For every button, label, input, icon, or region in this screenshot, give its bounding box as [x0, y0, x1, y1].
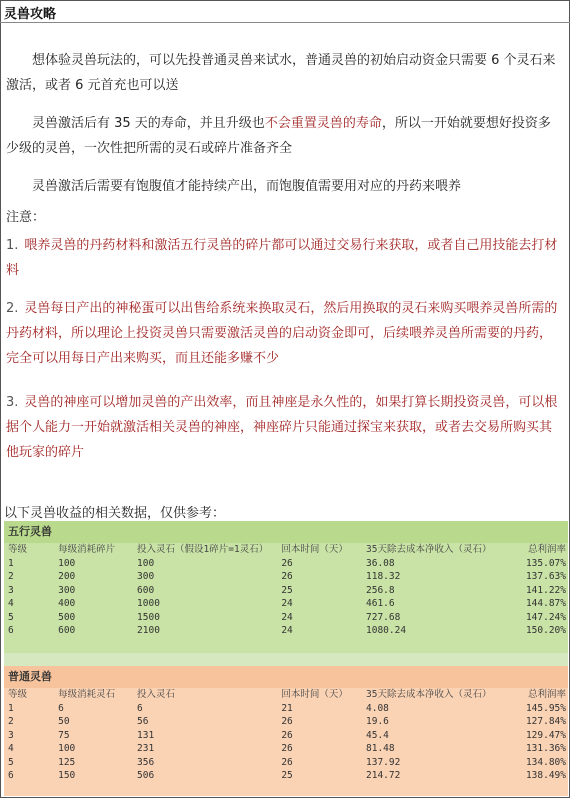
putong-table-title: 普通灵兽 [4, 666, 568, 688]
table-cell: 5 [8, 756, 14, 768]
table-cell: 231 [137, 743, 155, 754]
table-cell: 25 [281, 770, 293, 781]
table-header-row [4, 543, 568, 557]
header-cell: 等级 [8, 544, 28, 555]
table-cell: 4.08 [366, 702, 389, 714]
page-title: 灵兽攻略 [4, 7, 57, 22]
table-cell: 134.80% [525, 756, 566, 768]
note-item-2 [6, 296, 562, 371]
table-cell: 24 [281, 625, 293, 636]
table-cell: 356 [137, 756, 155, 768]
table-cell: 24 [281, 611, 293, 623]
table-row [4, 597, 568, 611]
table-cell: 147.24% [525, 611, 566, 623]
table-cell: 1500 [137, 611, 160, 623]
table-row [4, 756, 568, 770]
table-cell: 26 [281, 571, 293, 582]
note-text: 喂养灵兽的丹药材料和激活五行灵兽的碎片都可以通过交易行来获取，或者自己用技能去打材料 [6, 238, 558, 278]
table-intro: 以下灵兽收益的相关数据，仅供参考： [4, 506, 226, 521]
title-divider [0, 22, 570, 23]
table-cell: 1000 [137, 598, 160, 609]
note-text: 灵兽的神座可以增加灵兽的产出效率，而且神座是永久性的，如果打算长期投资灵兽，可以根据个人能力一开始就激活相关灵兽的神座，神座碎片只能通过探宝来获取，或者去交易所购买其他玩家的碎片 [6, 395, 558, 460]
table-cell: 727.68 [366, 611, 401, 623]
intro-paragraph-2 [6, 111, 562, 161]
intro-paragraph-1: 想体验灵兽玩法的，可以先投普通灵兽来试水，普通灵兽的初始启动资金只需要 6 个灵石来激活，或者 6 元首充也可以送 [6, 53, 556, 93]
table-cell: 24 [281, 598, 293, 609]
table-row [4, 624, 568, 638]
table-cell: 600 [137, 584, 155, 596]
table-cell: 2 [8, 716, 14, 727]
table-cell: 26 [281, 756, 293, 768]
header-cell: 35天除去成本净收入（灵石） [366, 544, 492, 555]
table-cell: 6 [58, 702, 64, 714]
wuxing-table-title: 五行灵兽 [4, 521, 568, 543]
table-cell: 3 [8, 584, 14, 596]
table-row [4, 557, 568, 571]
table-cell: 36.08 [366, 557, 395, 569]
table-cell: 150.20% [525, 625, 566, 636]
table-cell: 5 [8, 611, 14, 623]
table-cell: 125 [58, 756, 76, 768]
table-cell: 25 [281, 584, 293, 596]
table-cell: 2100 [137, 625, 160, 636]
table-cell: 600 [58, 625, 76, 636]
table-cell: 137.63% [525, 571, 566, 582]
table-cell: 100 [58, 743, 76, 754]
header-cell: 总利润率 [527, 689, 566, 700]
table-cell: 300 [58, 584, 76, 596]
notes-title: 注意： [6, 210, 46, 225]
header-cell: 每级消耗碎片 [58, 544, 116, 555]
header-cell: 35天除去成本净收入（灵石） [366, 689, 492, 700]
putong-table [4, 666, 568, 796]
header-cell: 回本时间（天） [281, 689, 348, 700]
wuxing-rows [4, 557, 568, 638]
wuxing-table [4, 521, 568, 653]
header-cell: 投入灵石（假设1碎片=1灵石） [137, 544, 269, 555]
table-cell: 3 [8, 729, 14, 741]
table-cell: 26 [281, 729, 293, 741]
table-cell: 4 [8, 743, 14, 754]
note-item-3 [6, 390, 562, 465]
table-cell: 135.07% [525, 557, 566, 569]
note-number: 2. [6, 301, 19, 316]
table-cell: 131.36% [525, 743, 566, 754]
table-row [4, 715, 568, 729]
table-cell: 137.92 [366, 756, 401, 768]
table-gap [4, 653, 568, 666]
note-number: 3. [6, 395, 19, 410]
table-cell: 200 [58, 571, 76, 582]
table-cell: 138.49% [525, 770, 566, 781]
header-cell: 每级消耗灵石 [58, 689, 116, 700]
table-cell: 4 [8, 598, 14, 609]
table-cell: 6 [137, 702, 143, 714]
table-cell: 19.6 [366, 716, 389, 727]
p2-highlight: 不会重置灵兽的寿命 [264, 116, 382, 131]
table-cell: 6 [8, 625, 14, 636]
table-cell: 6 [8, 770, 14, 781]
table-cell: 256.8 [366, 584, 395, 596]
table-cell: 75 [58, 729, 70, 741]
note-item-1 [6, 233, 562, 283]
table-cell: 1080.24 [366, 625, 407, 636]
table-cell: 150 [58, 770, 76, 781]
table-cell: 26 [281, 716, 293, 727]
table-cell: 45.4 [366, 729, 389, 741]
table-row [4, 729, 568, 743]
table-cell: 100 [58, 557, 76, 569]
table-cell: 118.32 [366, 571, 401, 582]
table-cell: 131 [137, 729, 155, 741]
table-cell: 26 [281, 557, 293, 569]
intro-paragraph-3: 灵兽激活后需要有饱腹值才能持续产出，而饱腹值需要用对应的丹药来喂养 [32, 179, 462, 194]
table-cell: 214.72 [366, 770, 401, 781]
note-text: 灵兽每日产出的神秘蛋可以出售给系统来换取灵石，然后用换取的灵石来购买喂养灵兽所需的丹药材料，所以理论上投资灵兽只需要激活灵兽的启动资金即可，后续喂养灵兽所需要的丹药，完全可以用每日产出来购买，而且还能多赚不少 [6, 301, 558, 366]
table-cell: 129.47% [525, 729, 566, 741]
table-cell: 141.22% [525, 584, 566, 596]
table-cell: 400 [58, 598, 76, 609]
table-header-row [4, 688, 568, 702]
table-row [4, 769, 568, 783]
table-cell: 500 [58, 611, 76, 623]
table-cell: 127.84% [525, 716, 566, 727]
table-cell: 506 [137, 770, 155, 781]
table-cell: 56 [137, 716, 149, 727]
table-cell: 26 [281, 743, 293, 754]
table-row [4, 702, 568, 716]
table-row [4, 742, 568, 756]
note-number: 1. [6, 238, 19, 253]
table-cell: 100 [137, 557, 155, 569]
table-cell: 21 [281, 702, 293, 714]
table-row [4, 570, 568, 584]
header-cell: 等级 [8, 689, 28, 700]
table-cell: 1 [8, 702, 14, 714]
table-cell: 81.48 [366, 743, 395, 754]
header-cell: 投入灵石 [137, 689, 176, 700]
header-cell: 回本时间（天） [281, 544, 348, 555]
table-cell: 1 [8, 557, 14, 569]
table-cell: 50 [58, 716, 70, 727]
putong-rows [4, 702, 568, 783]
p2-after: ，所以一开始就要想好投资多少级的灵兽，一次性把所需的灵石或碎片准备齐全 [6, 116, 551, 156]
p2-before: 灵兽激活后有 35 天的寿命，并且升级也 [32, 116, 265, 131]
header-cell: 总利润率 [527, 544, 566, 555]
table-cell: 2 [8, 571, 14, 582]
table-cell: 300 [137, 571, 155, 582]
table-row [4, 584, 568, 598]
table-cell: 461.6 [366, 598, 395, 609]
table-row [4, 611, 568, 625]
table-cell: 145.95% [525, 702, 566, 714]
table-cell: 144.87% [525, 598, 566, 609]
